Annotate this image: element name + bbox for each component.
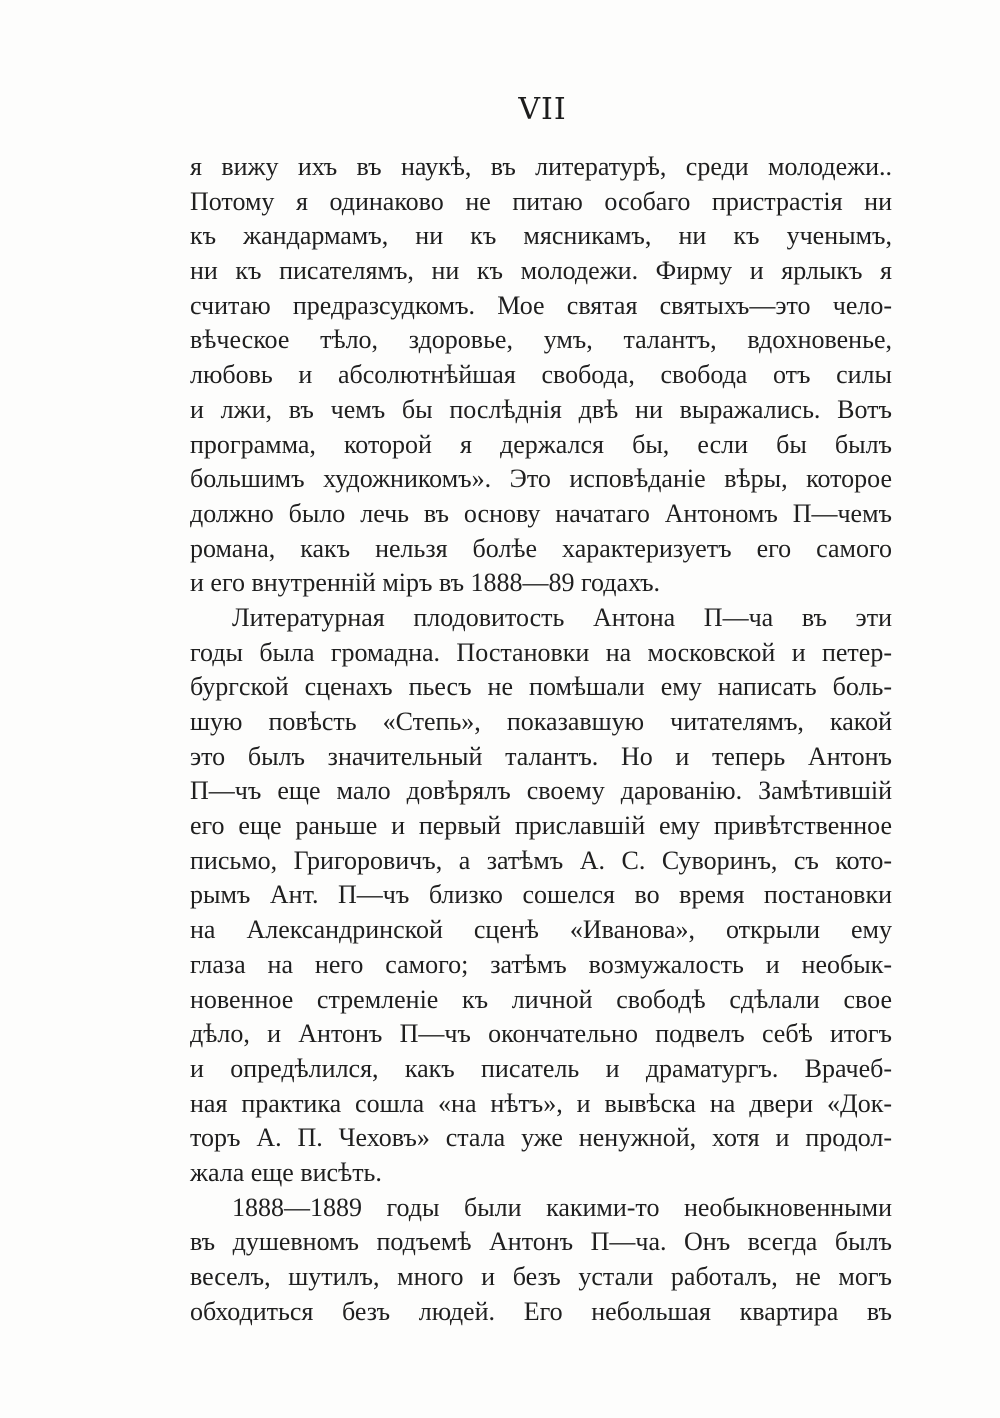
- text-line: и лжи, въ чемъ бы послѣднія двѣ ни выражались. Вотъ: [190, 394, 892, 424]
- text-line: большимъ художникомъ». Это исповѣданіе вѣры, которое: [190, 464, 892, 494]
- text-line: бургской сценахъ пьесъ не помѣшали ему написать боль-: [190, 672, 892, 702]
- text-line: на Александринской сценѣ «Иванова», открыли ему: [190, 915, 892, 945]
- text-line: рымъ Ант. П—чъ близко сошелся во время постановки: [190, 880, 892, 910]
- paragraph-1: [190, 150, 892, 601]
- text-line: годы была громадна. Постановки на московской и петер-: [190, 637, 892, 667]
- text-line: въ душевномъ подъемѣ Антонъ П—ча. Онъ всегда былъ: [190, 1227, 892, 1257]
- text-line: ная практика сошла «на нѣтъ», и вывѣска на двери «Док-: [190, 1088, 892, 1118]
- text-line: считаю предразсудкомъ. Мое святая святыхъ—это чело-: [190, 290, 892, 320]
- text-line: и его внутренній міръ въ 1888—89 годахъ.: [190, 568, 661, 598]
- text-line: Потому я одинаково не питаю особаго пристрастія ни: [190, 186, 892, 216]
- text-line: письмо, Григоровичъ, а затѣмъ А. С. Суворинъ, съ кото-: [190, 845, 892, 875]
- text-line: 1888—1889 годы были какими-то необыкновенными: [232, 1192, 892, 1222]
- text-line: веселъ, шутилъ, много и безъ устали работалъ, не могъ: [190, 1262, 892, 1291]
- text-line: должно было лечь въ основу начатаго Антономъ П—чемъ: [190, 498, 892, 528]
- text-line: я вижу ихъ въ наукѣ, въ литературѣ, среди молодежи..: [190, 152, 892, 181]
- paragraph-3: [190, 1191, 892, 1330]
- text-line: ни къ писателямъ, ни къ молодежи. Фирму и ярлыкъ я: [190, 256, 892, 286]
- text-line: Литературная плодовитость Антона П—ча въ эти: [232, 602, 892, 632]
- text-line: романа, какъ нельзя болѣе характеризуетъ его самого: [190, 533, 892, 563]
- text-line: любовь и абсолютнѣйшая свобода, свобода отъ силы: [190, 360, 892, 390]
- body-text: [190, 150, 892, 1329]
- text-line: П—чъ еще мало довѣрялъ своему дарованію. Замѣтившій: [190, 776, 892, 806]
- text-line: къ жандармамъ, ни къ мясникамъ, ни къ ученымъ,: [190, 221, 892, 251]
- text-line: программа, которой я держался бы, если бы былъ: [190, 429, 892, 459]
- paragraph-2: [190, 601, 892, 1191]
- text-line: и опредѣлился, какъ писатель и драматургъ. Врачеб-: [190, 1053, 892, 1083]
- text-line: обходиться безъ людей. Его небольшая квартира въ: [190, 1296, 892, 1326]
- page-number: VII: [518, 92, 567, 127]
- text-line: глаза на него самого; затѣмъ возмужалость и необык-: [190, 949, 892, 979]
- text-line: вѣческое тѣло, здоровье, умъ, талантъ, вдохновенье,: [190, 325, 892, 355]
- text-line: жала еще висѣть.: [190, 1157, 382, 1187]
- text-line: торъ А. П. Чеховъ» стала уже ненужной, хотя и продол-: [190, 1123, 892, 1153]
- text-line: шую повѣсть «Степь», показавшую читателямъ, какой: [190, 707, 892, 736]
- text-line: новенное стремленіе къ личной свободѣ сдѣлали свое: [190, 984, 892, 1014]
- text-line: это былъ значительный талантъ. Но и теперь Антонъ: [190, 741, 892, 771]
- text-line: его еще раньше и первый приславшій ему привѣтственное: [190, 811, 892, 841]
- text-line: дѣло, и Антонъ П—чъ окончательно подвелъ себѣ итогъ: [190, 1019, 892, 1049]
